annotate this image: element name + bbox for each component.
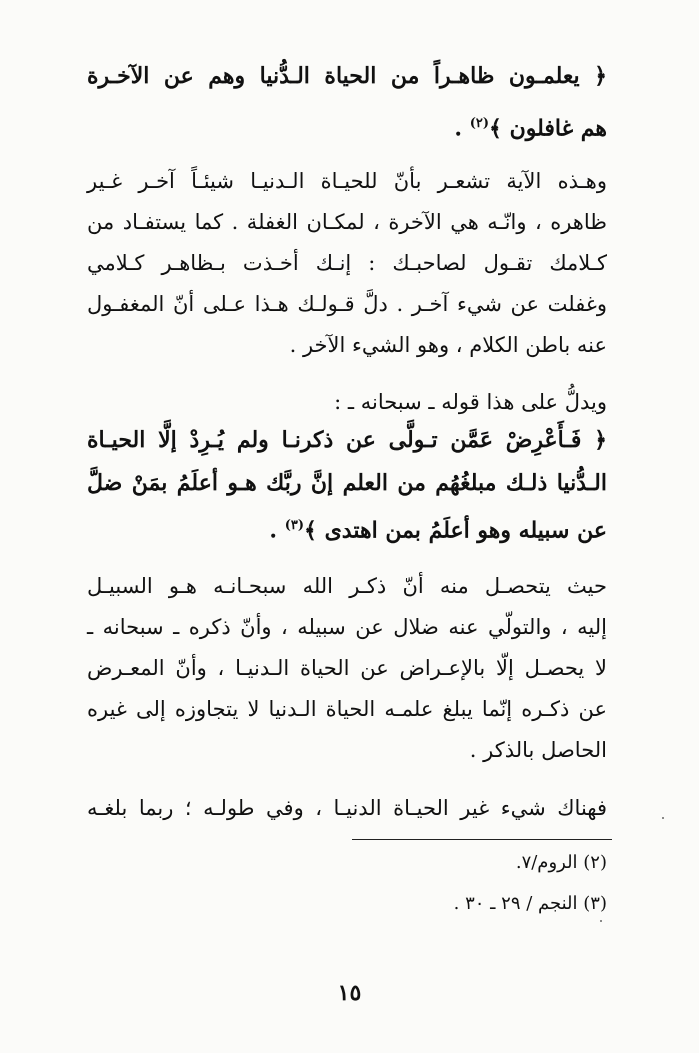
quran-verse-line-2: الـدُّنيا ذلـك مبلغُهُم من العلم إنَّ ربَّك هـو أعلَمُ بمَنْ ضلَّ — [87, 470, 607, 496]
paragraph-line: ويدلُّ على هذا قوله ـ سبحانه ـ : — [334, 390, 607, 414]
page-number: ١٥ — [337, 980, 362, 1006]
footnote-ref: (٣) — [284, 518, 305, 533]
footnote: (٢) الروم/٧. — [515, 852, 607, 873]
paragraph-line: الحاصل بالذكر . — [469, 738, 607, 762]
paragraph-line: عن ذكـره إنّما يبلغ علمـه الحياة الـدنيا لا يتجاوزه إلى غيره — [87, 697, 607, 721]
quran-verse-line-3: عن سبيله وهو أعلَمُ بمن اهتدى ﴾$^{(٣)}$ . — [269, 517, 607, 544]
quran-verse-line-1: ﴿ فَـأَعْرِضْ عَمَّن تـولَّى عن ذكرنـا ولم يُـرِدْ إلَّا الحيـاة — [87, 427, 607, 453]
paragraph-line: ظاهره ، وانّـه هي الآخرة ، لمكـان الغفلة . كما يستفـاد من — [87, 210, 607, 234]
paragraph-line: إليه ، والتولّي عنه ضلال عن سبيله ، وأنّ ذكره ـ سبحانه ـ — [87, 615, 607, 639]
quran-verse-line-2: هم غافلون ﴾$^{(٢)}$ . — [454, 115, 607, 142]
paragraph-line: وهـذه الآية تشعـر بأنّ للحيـاة الـدنيـا شيئـاً آخـر غـير — [87, 169, 607, 193]
paragraph-line: عنه باطن الكلام ، وهو الشيء الآخر . — [289, 333, 607, 357]
scan-speck — [662, 817, 664, 819]
footnote-ref: (٢) — [469, 116, 490, 131]
quran-verse-line-1: ﴿ يعلمـون ظاهـراً من الحياة الـدُّنيا وهم عن الآخـرة — [87, 63, 607, 89]
verse-text: عن سبيله وهو أعلَمُ بمن اهتدى ﴾ — [304, 517, 607, 544]
paragraph-line: فهناك شيء غير الحيـاة الدنيـا ، وفي طولـه ؛ ربما بلغـه — [87, 796, 607, 820]
verse-text: هم غافلون ﴾ — [489, 115, 607, 142]
paragraph-line: لا يحصـل إلّا بالإعـراض عن الحياة الـدنيـا ، وأنّ المعـرض — [87, 656, 607, 680]
paragraph-line: حيث يتحصـل منه أنّ ذكـر الله سبحـانـه هـو السبيـل — [87, 574, 607, 598]
footnote: (٣) النجم / ٢٩ ـ ٣٠ . — [453, 893, 607, 914]
scan-speck — [600, 920, 602, 922]
paragraph-line: كـلامك تقـول لصاحبـك : إنـك أخـذت بـظاهـر كـلامي — [87, 251, 607, 275]
footnote-separator — [352, 839, 612, 840]
paragraph-line: وغفلت عن شيء آخـر . دلَّ قـولـك هـذا عـلى أنّ المغفـول — [87, 292, 607, 316]
